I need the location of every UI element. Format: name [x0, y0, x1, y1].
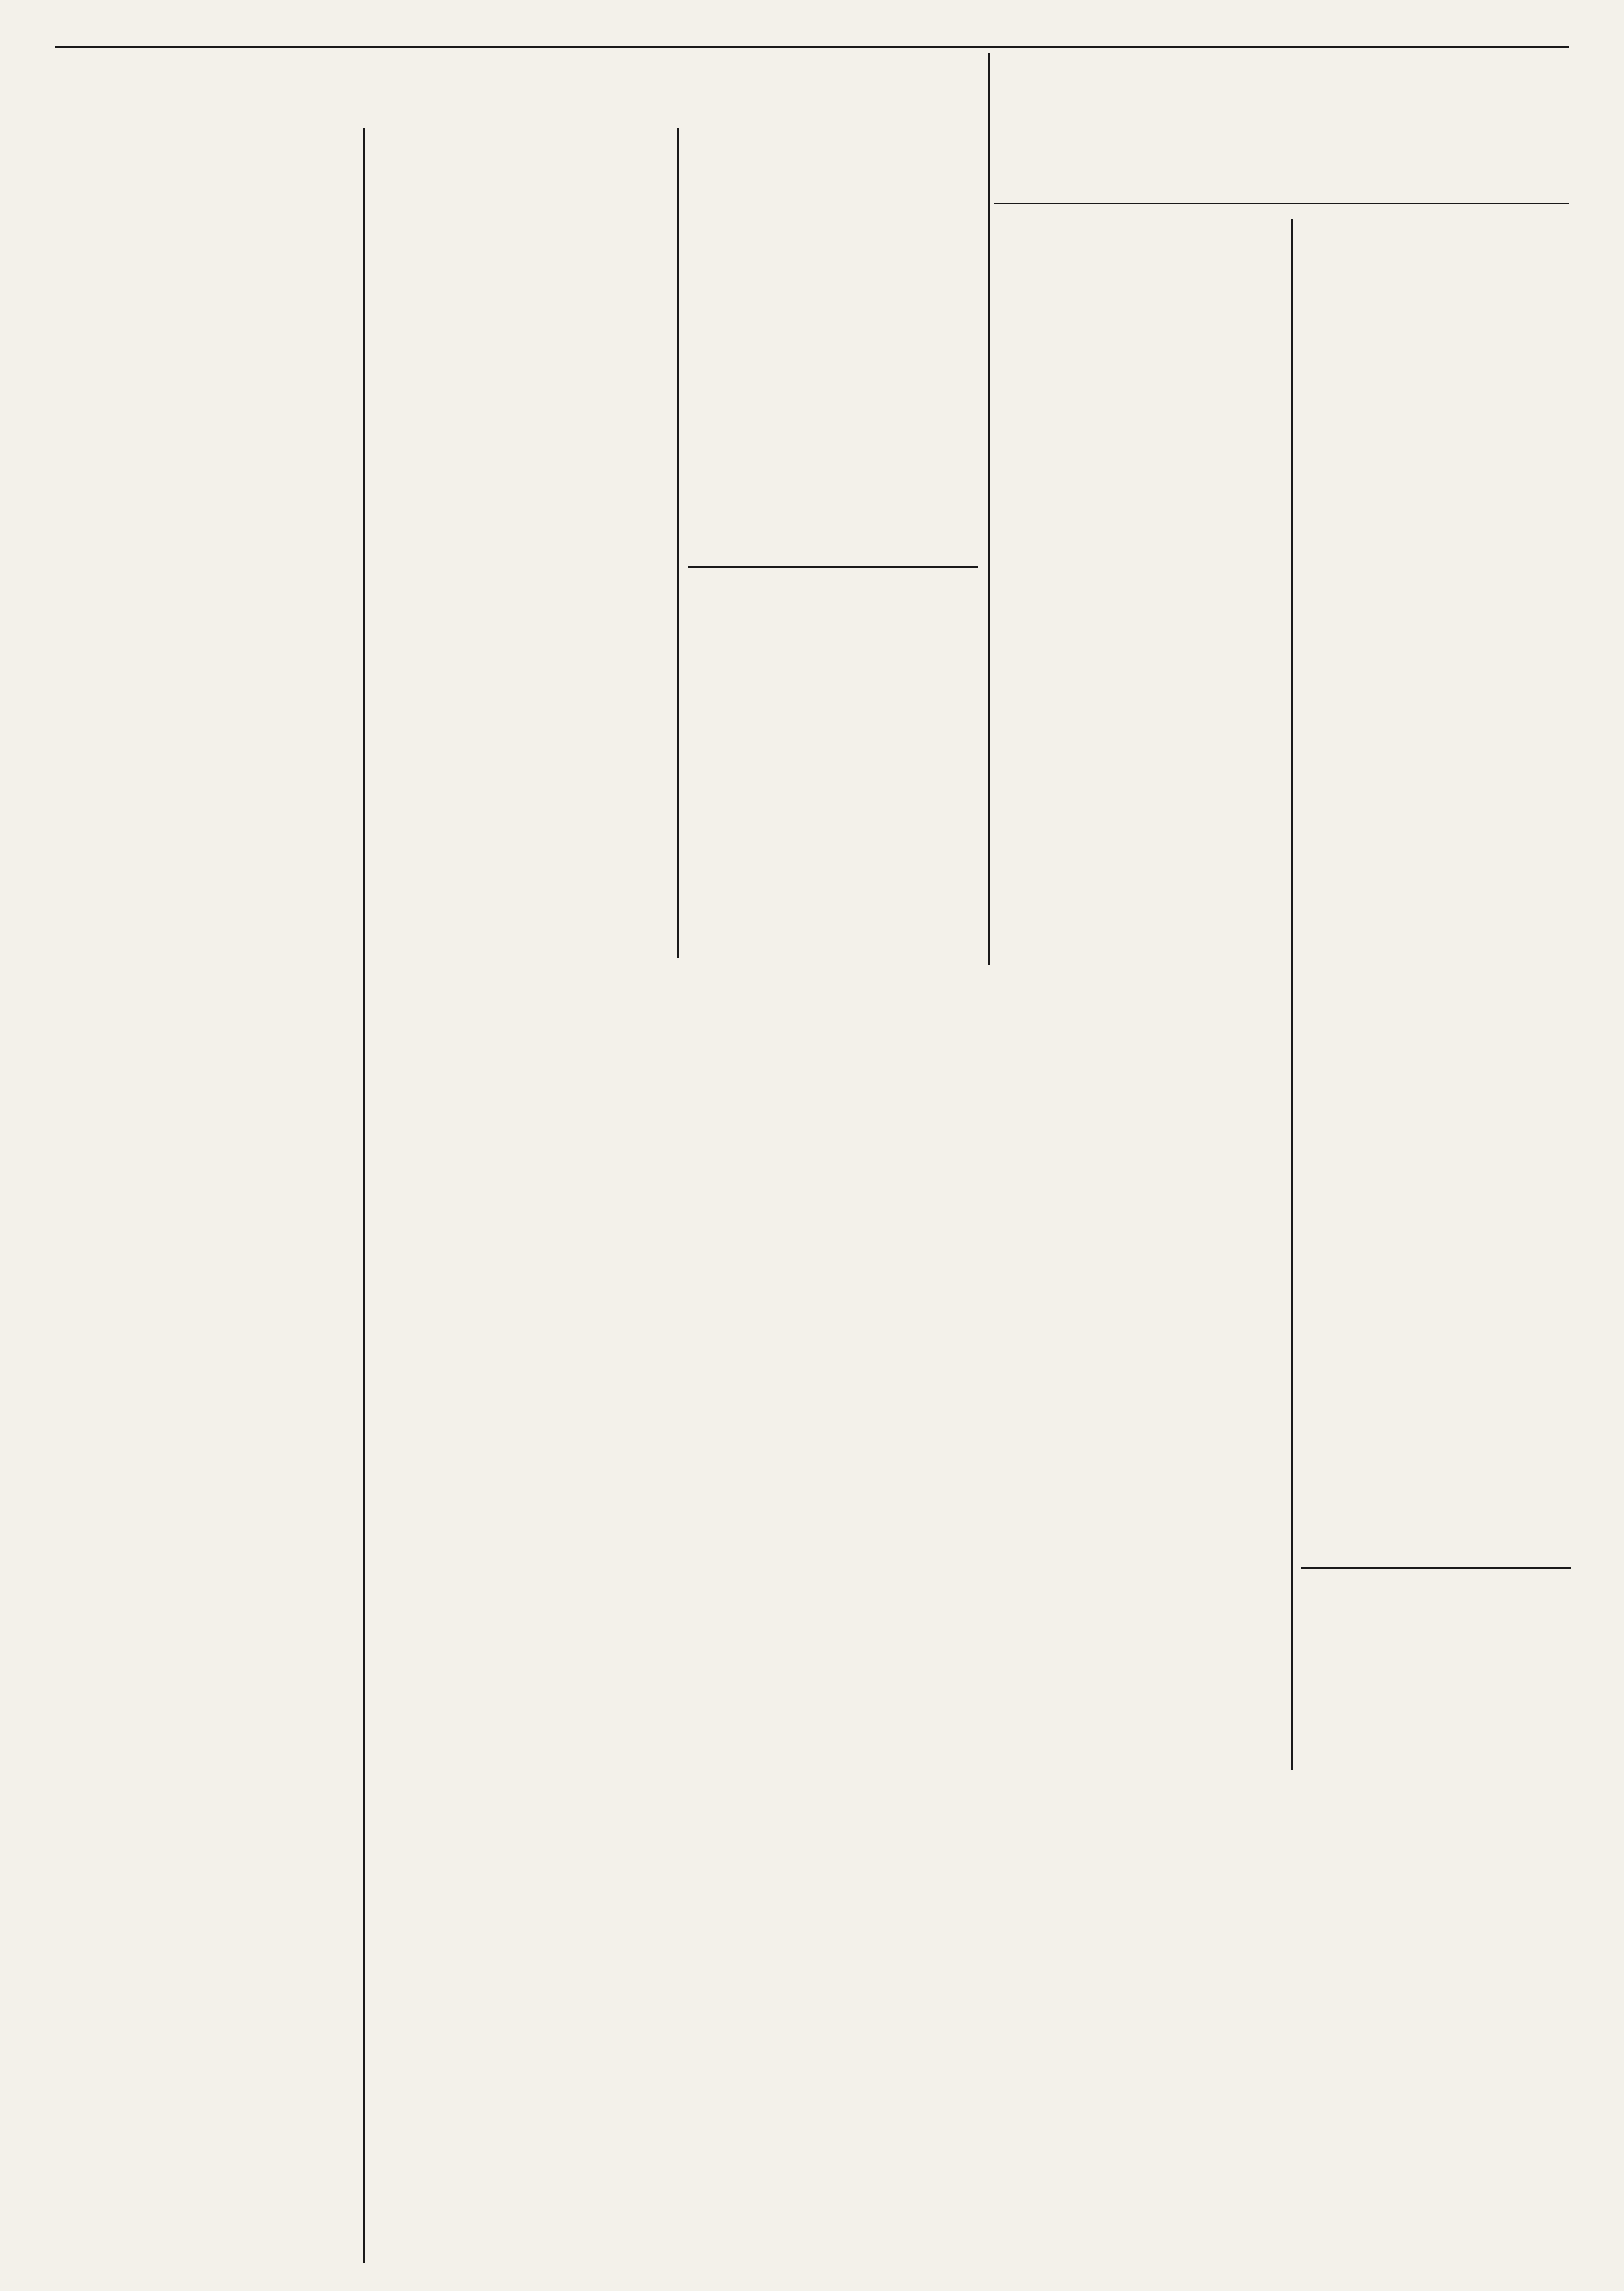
teologo-column-2: [1301, 219, 1571, 1533]
teologo-column-1: [998, 219, 1283, 940]
confessione-notice: [1301, 1583, 1571, 1765]
column-divider: [677, 128, 679, 958]
gianavella-column-3: [688, 128, 978, 557]
section-rule: [688, 566, 978, 568]
header-rule: [55, 46, 1569, 48]
gianavella-column-1: [55, 128, 352, 2267]
column-divider: [988, 53, 990, 965]
column-divider: [1291, 219, 1293, 1770]
gianavella-column-2: [376, 128, 668, 958]
section-rule: [994, 203, 1569, 204]
personalia-body: [688, 620, 978, 949]
section-rule: [1301, 1567, 1571, 1569]
column-divider: [363, 128, 365, 2263]
